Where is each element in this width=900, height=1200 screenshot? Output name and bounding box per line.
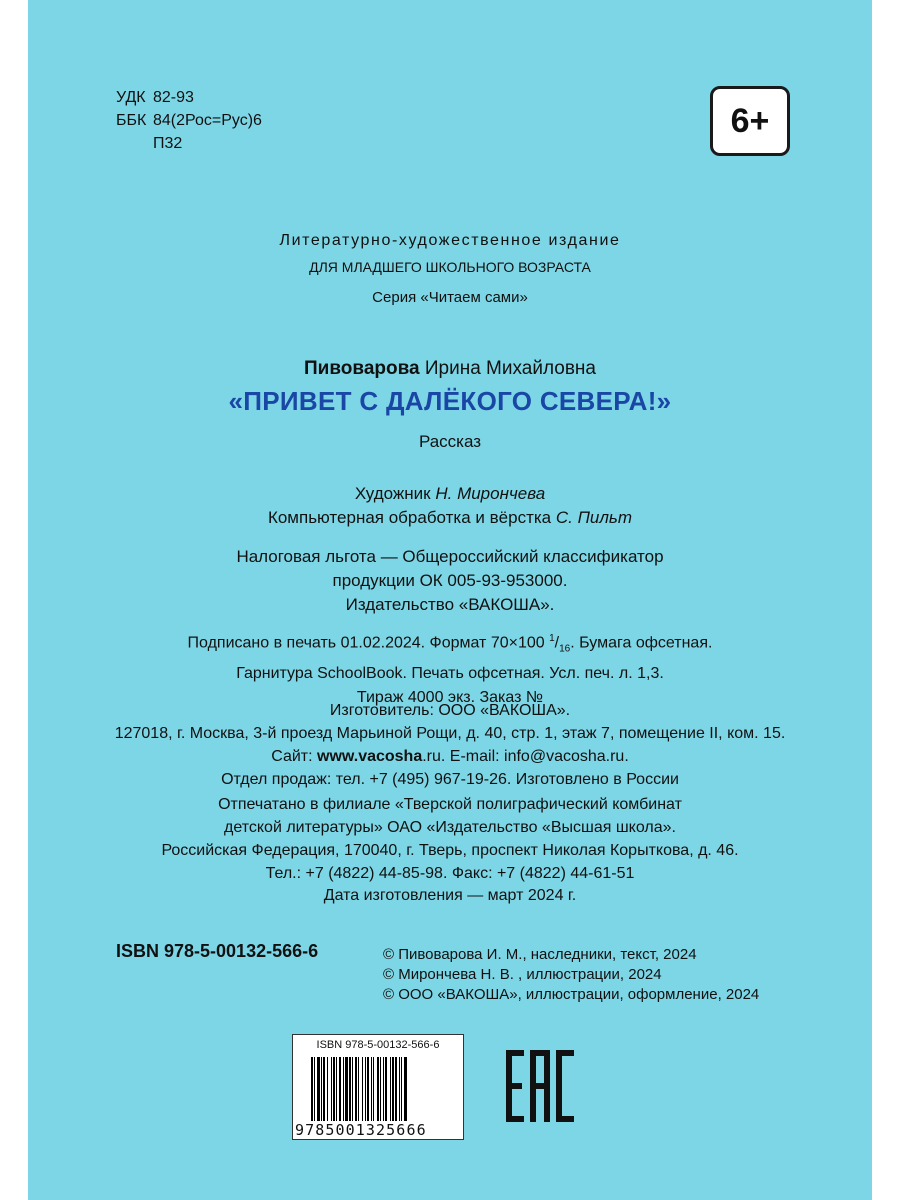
printer-line: детской литературы» ОАО «Издательство «Высшая школа».: [224, 819, 676, 836]
barcode-bar: [377, 1057, 379, 1121]
manufacture-date: Дата изготовления — март 2024 г.: [323, 887, 577, 904]
print-line3: Тираж 4000 экз. Заказ №: [356, 688, 544, 706]
barcode-bar: [331, 1057, 332, 1121]
barcode-bar: [323, 1057, 325, 1121]
layout-name: С. Пильт: [555, 508, 633, 527]
barcode-bar: [358, 1057, 359, 1121]
barcode-bar: [339, 1057, 341, 1121]
book-title: «ПРИВЕТ С ДАЛЁКОГО СЕВЕРА!»: [228, 386, 672, 416]
barcode-bar: [392, 1057, 394, 1121]
age-rating-badge: 6+: [710, 86, 790, 156]
email-text: . E-mail: info@vacosha.ru.: [440, 748, 629, 765]
barcode-bar: [321, 1057, 322, 1121]
barcode-bar: [327, 1057, 328, 1121]
barcode-bar: [345, 1057, 348, 1121]
barcode-digits: 9785001325666: [295, 1121, 427, 1139]
barcode-bars: [311, 1057, 445, 1121]
printer-line: Отпечатано в филиале «Тверской полиграфический комбинат: [218, 796, 682, 813]
manufacturer-block: [0, 699, 900, 791]
author-surname: Пивоварова: [304, 358, 420, 379]
credits-block: [0, 482, 900, 530]
format-fraction-num: 1: [549, 633, 555, 644]
print-info-block: Подписано в печать 01.02.2024. Формат 70×100 $^1/_{16}$. Бумага офсетная. Гарнитура SchoolBook. Печать офсетная. Усл. печ. л. 1,3. Тираж 4000 экз. Заказ №: [0, 627, 900, 710]
printer-block: [0, 793, 900, 885]
barcode-bar: [336, 1057, 337, 1121]
barcode-bar: [311, 1057, 313, 1121]
printer-line: Российская Федерация, 170040, г. Тверь, проспект Николая Корыткова, д. 46.: [161, 842, 739, 859]
print-line2: Гарнитура SchoolBook. Печать офсетная. Усл. печ. л. 1,3.: [236, 664, 664, 682]
barcode-bar: [367, 1057, 369, 1121]
copyright-line: © Пивоварова И. М., наследники, текст, 2024: [383, 946, 697, 963]
barcode-bar: [314, 1057, 315, 1121]
manufacturer-address: 127018, г. Москва, 3-й проезд Марьиной Рощи, д. 40, стр. 1, этаж 7, помещение II, ком. 15.: [114, 725, 786, 742]
barcode-bar: [355, 1057, 357, 1121]
barcode-bar: [399, 1057, 400, 1121]
barcode-bar: [371, 1057, 372, 1121]
udk-key: УДК: [116, 89, 146, 106]
copyright-block: [383, 945, 759, 1005]
barcode-bar: [352, 1057, 353, 1121]
copyright-line: © Мирончева Н. В. , иллюстрации, 2024: [383, 966, 662, 983]
sales-line: Отдел продаж: тел. +7 (495) 967-19-26. Изготовлено в России: [221, 771, 679, 788]
format-fraction-den: 16: [559, 643, 571, 655]
tax-block: [0, 545, 900, 617]
barcode-bar: [380, 1057, 381, 1121]
printer-line: Тел.: +7 (4822) 44-85-98. Факс: +7 (4822) 44-61-51: [265, 865, 635, 882]
audience-label: ДЛЯ МЛАДШЕГО ШКОЛЬНОГО ВОЗРАСТА: [309, 259, 591, 275]
site-link[interactable]: www.vacosha: [317, 748, 423, 765]
edition-genre: Литературно-художественное издание: [279, 232, 621, 249]
tax-line: Издательство «ВАКОША».: [345, 595, 555, 614]
barcode-bar: [395, 1057, 397, 1121]
barcode-bar: [383, 1057, 384, 1121]
classification-block: [116, 86, 262, 155]
site-tld: .ru: [422, 748, 441, 765]
barcode: [292, 1034, 464, 1140]
barcode-bar: [343, 1057, 344, 1121]
series-label: Серия «Читаем сами»: [372, 289, 528, 306]
site-label: Сайт:: [271, 748, 317, 765]
barcode-bar: [317, 1057, 320, 1121]
barcode-bar: [401, 1057, 402, 1121]
copyright-line: © ООО «ВАКОША», иллюстрации, оформление, 2024: [383, 986, 760, 1003]
layout-label: Компьютерная обработка и вёрстка: [267, 508, 556, 527]
author-name: Ирина Михайловна: [419, 358, 596, 379]
barcode-bar: [373, 1057, 374, 1121]
barcode-bar: [349, 1057, 351, 1121]
bbk-key: ББК: [116, 112, 147, 129]
barcode-isbn-text: ISBN 978-5-00132-566-6: [316, 1039, 440, 1051]
artist-name: Н. Мирончева: [435, 484, 546, 503]
eac-certification-mark: [506, 1050, 574, 1122]
barcode-bar: [390, 1057, 391, 1121]
author-mark-key: [116, 132, 153, 155]
barcode-bar: [365, 1057, 366, 1121]
tax-line: Налоговая льгота — Общероссийский классификатор: [236, 547, 664, 566]
print-line1a: Подписано в печать 01.02.2024. Формат 70×100: [187, 634, 550, 652]
author-mark-value: П32: [153, 135, 183, 152]
bbk-value: 84(2Рос=Рус)6: [153, 112, 262, 129]
manufacturer-line: Изготовитель: ООО «ВАКОША».: [329, 702, 571, 719]
udk-value: 82-93: [153, 89, 194, 106]
barcode-bar: [385, 1057, 387, 1121]
isbn-number: ISBN 978-5-00132-566-6: [116, 941, 319, 961]
tax-line: продукции ОК 005-93-953000.: [332, 571, 568, 590]
barcode-bar: [362, 1057, 363, 1121]
barcode-bar: [333, 1057, 335, 1121]
work-type: Рассказ: [418, 432, 482, 451]
print-line1b: . Бумага офсетная.: [570, 634, 713, 652]
barcode-bar: [404, 1057, 407, 1121]
author-line: [0, 358, 900, 380]
artist-label: Художник: [354, 484, 436, 503]
